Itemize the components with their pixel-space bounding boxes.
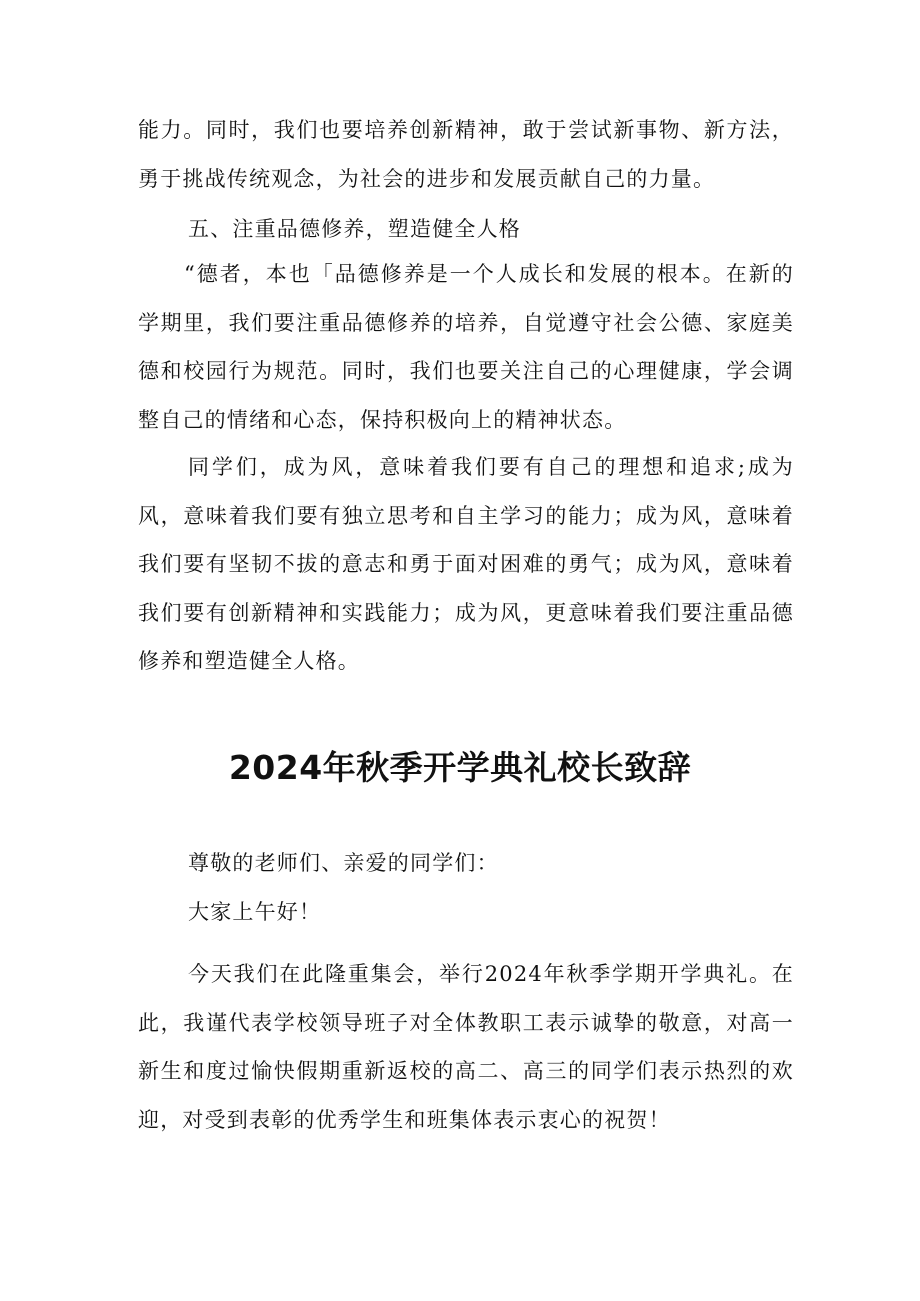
paragraph-innovation: 能力。同时，我们也要培养创新精神，敢于尝试新事物、新方法，勇于挑战传统观念，为社会的进步和发展贡献自己的力量。 xyxy=(138,118,794,191)
speech-title: 2024年秋季开学典礼校长致辞 xyxy=(228,748,692,787)
section-heading-five: 五、注重品德修养，塑造健全人格 xyxy=(188,217,521,241)
greeting-line: 尊敬的老师们、亲爱的同学们： xyxy=(188,851,499,875)
salutation-line: 大家上午好！ xyxy=(188,900,322,924)
paragraph-become-wind: 同学们，成为风，意味着我们要有自己的理想和追求;成为风，意味着我们要有独立思考和自主学习的能力；成为风，意味着我们要有坚韧不拔的意志和勇于面对困难的勇气；成为风，意味着我们要有创新精神和实践能力；成为风，更意味着我们要注重品德修养和塑造健全人格。 xyxy=(138,455,794,673)
paragraph-opening-ceremony: 今天我们在此隆重集会，举行2024年秋季学期开学典礼。在此，我谨代表学校领导班子对全体教职工表示诚挚的敬意，对高一新生和度过愉快假期重新返校的高二、高三的同学们表示热烈的欢迎，对受到表彰的优秀学生和班集体表示衷心的祝贺！ xyxy=(138,962,794,1132)
paragraph-moral-cultivation: “德者，本也「品德修养是一个人成长和发展的根本。在新的学期里，我们要注重品德修养的培养，自觉遵守社会公德、家庭美德和校园行为规范。同时，我们也要关注自己的心理健康，学会调整自己的情绪和心态，保持积极向上的精神状态。 xyxy=(138,262,794,432)
